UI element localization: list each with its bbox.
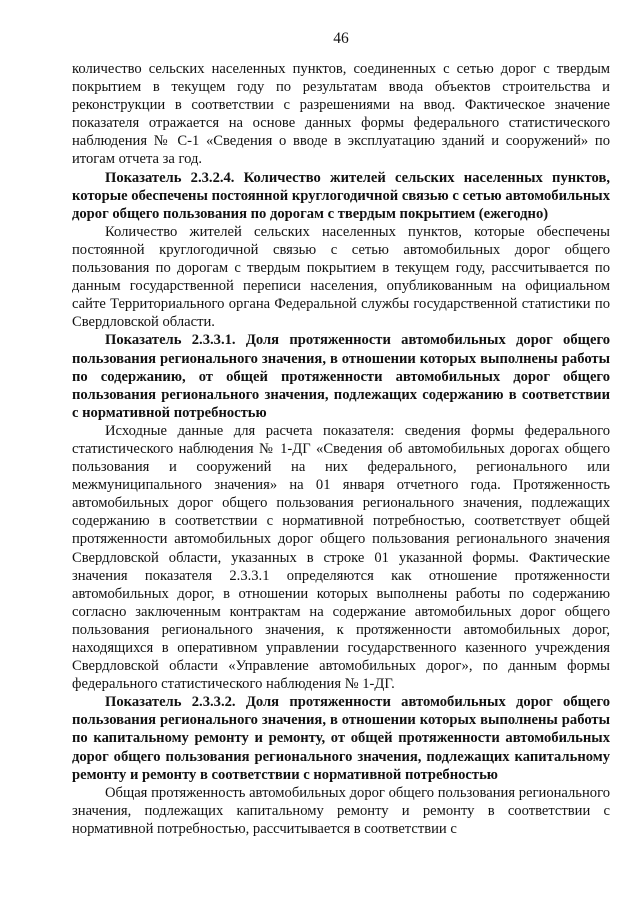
indicator-heading-2-3-3-2: Показатель 2.3.3.2. Доля протяженности автомобильных дорог общего пользования регионального значения, в отношении которых выполнены работы по капитальному ремонту и ремонту, от общей протяженности автомобильных дорог общего пользования регионального значения, подлежащих капитальному ремонту и ремонту в соответствии с нормативной потребностью [72, 694, 610, 783]
paragraph-continuation: количество сельских населенных пунктов, соединенных с сетью дорог с твердым покрытием в текущем году по результатам ввода объектов строительства и реконструкции в соответствии с разрешениями на ввод. Фактическое значение показателя отражается на основе данных формы федерального статистического наблюдения № С-1 «Сведения о вводе в эксплуатацию зданий и сооружений» по итогам отчета за год. [72, 61, 610, 168]
indicator-heading-2-3-2-4: Показатель 2.3.2.4. Количество жителей сельских населенных пунктов, которые обеспечены постоянной круглогодичной связью с сетью автомобильных дорог общего пользования по дорогам с твердым покрытием (ежегодно) [72, 169, 610, 222]
page-number: 46 [333, 30, 349, 47]
indicator-description-2-3-2-4: Количество жителей сельских населенных пунктов, которые обеспечены постоянной круглогодичной связью с сетью автомобильных дорог общего пользования по дорогам с твердым покрытием в текущем году, рассчитывается по данным государственной переписи населения, опубликованным на официальном сайте Территориального органа Федеральной службы государственной статистики по Свердловской области. [72, 223, 610, 331]
indicator-heading-2-3-3-1: Показатель 2.3.3.1. Доля протяженности автомобильных дорог общего пользования регионального значения, в отношении которых выполнены работы по содержанию, от общей протяженности автомобильных дорог общего пользования регионального значения, подлежащих содержанию в соответствии с нормативной потребностью [72, 332, 610, 421]
indicator-description-2-3-3-1: Исходные данные для расчета показателя: сведения формы федерального статистического наблюдения № 1-ДГ «Сведения об автомобильных дорогах общего пользования и сооружений на них федерального, регионального или межмуниципального значения» на 01 января отчетного года. Протяженность автомобильных дорог общего пользования регионального значения, подлежащих содержанию в соответствии с нормативной потребностью, соответствует общей протяженности автомобильных дорог общего пользования регионального значения Свердловской области, указанных в строке 01 указанной формы. Фактические значения показателя 2.3.3.1 определяются как отношение протяженности автомобильных дорог, в отношении которых выполнены работы по содержанию согласно заключенным контрактам на содержание автомобильных дорог общего пользования регионального значения, к протяженности автомобильных дорог, находящихся в оперативном управлении государственного казенного учреждения Свердловской области «Управление автомобильных дорог», по данным формы федерального статистического наблюдения № 1-ДГ. [72, 422, 610, 693]
document-body [72, 60, 610, 838]
indicator-description-2-3-3-2: Общая протяженность автомобильных дорог общего пользования регионального значения, подлежащих капитальному ремонту и ремонту в соответствии с нормативной потребностью, рассчитывается в соответствии с [72, 784, 610, 837]
